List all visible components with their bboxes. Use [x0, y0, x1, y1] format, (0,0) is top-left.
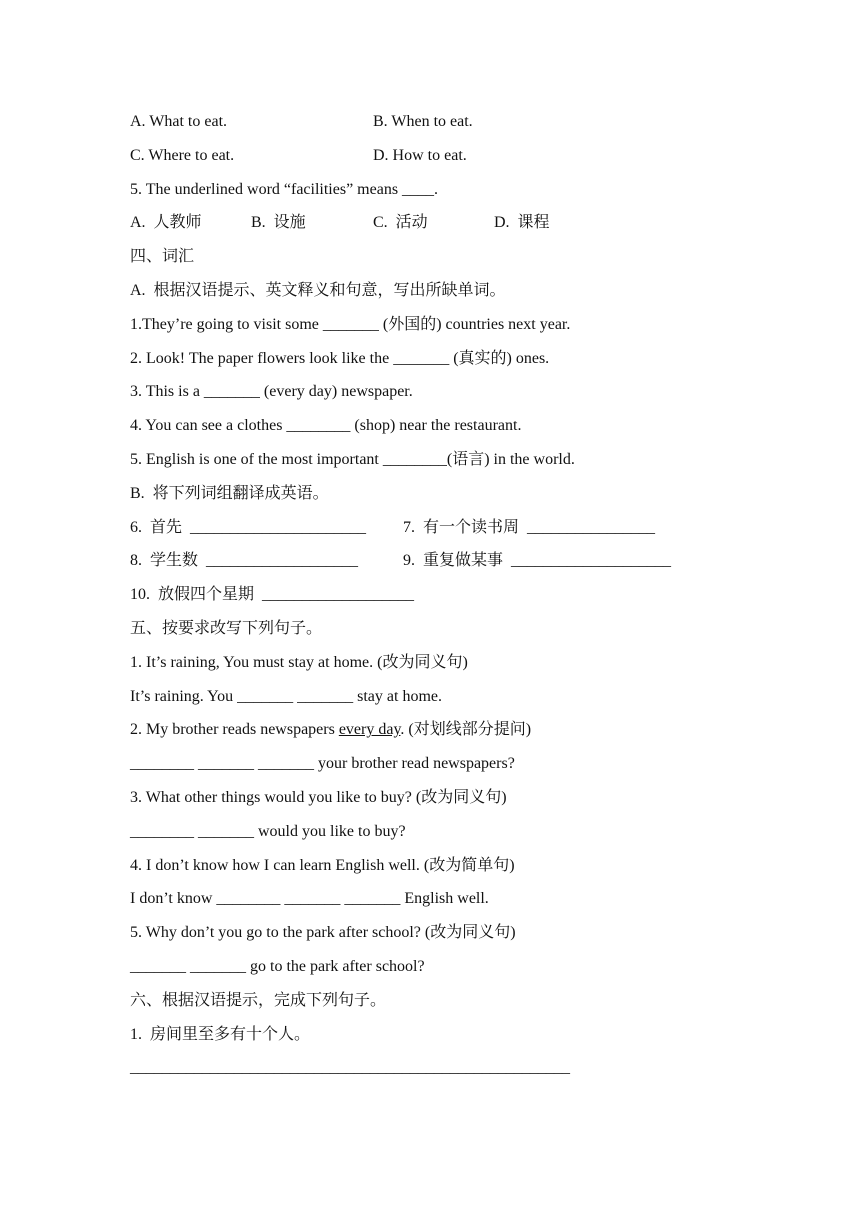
translate-row-3 [130, 583, 810, 617]
vocab-item-4: 4. You can see a clothes ________ (shop) near the restaurant. [130, 417, 522, 435]
q5-option-a: A. 人教师 [130, 214, 202, 232]
q4-options-row-2 [130, 144, 810, 178]
rewrite-question-1: 1. It’s raining, You must stay at home. (改为同义句) [130, 653, 468, 671]
q5-question: 5. The underlined word “facilities” means ____. [130, 180, 439, 198]
translate-item-7: 7. 有一个读书周 ________________ [403, 518, 656, 536]
rewrite-question-2 [130, 718, 810, 752]
option-d: D. How to eat. [373, 146, 467, 164]
translate-item-8: 8. 学生数 ___________________ [130, 552, 359, 570]
rewrite-question-4: 4. I don’t know how I can learn English well. (改为简单句) [130, 856, 515, 874]
vocab-item-3: 3. This is a _______ (every day) newspaper. [130, 383, 413, 401]
rewrite-question-5: 5. Why don’t you go to the park after school? (改为同义句) [130, 924, 516, 942]
q5-option-b: B. 设施 [251, 214, 306, 232]
rewrite-answer-4: I don’t know ________ _______ _______ English well. [130, 890, 489, 908]
q4-options-row-1 [130, 110, 810, 144]
rewrite-answer-1: It’s raining. You _______ _______ stay at home. [130, 687, 442, 705]
q2-text-after: . (对划线部分提问) [400, 721, 532, 739]
rewrite-answer-3: ________ _______ would you like to buy? [130, 822, 406, 840]
section-5-title: 五、按要求改写下列句子。 [130, 619, 323, 637]
translate-item-10: 10. 放假四个星期 ___________________ [130, 586, 415, 604]
worksheet-page [130, 110, 810, 1090]
q5-option-c: C. 活动 [373, 214, 428, 232]
vocab-item-5: 5. English is one of the most important ________(语言) in the world. [130, 450, 575, 468]
rewrite-answer-2: ________ _______ _______ your brother read newspapers? [130, 755, 515, 773]
q2-underlined-phrase: every day [338, 721, 401, 739]
translate-row-1 [130, 516, 810, 550]
q2-text-before: 2. My brother reads newspapers [130, 721, 339, 739]
option-c: C. Where to eat. [130, 146, 235, 164]
section-4b-title: B. 将下列词组翻译成英语。 [130, 484, 329, 502]
option-b: B. When to eat. [373, 113, 473, 130]
vocab-item-2: 2. Look! The paper flowers look like the _______ (真实的) ones. [130, 349, 550, 367]
translate-item-9: 9. 重复做某事 ____________________ [403, 552, 672, 570]
vocab-item-1: 1.They’re going to visit some _______ (外国的) countries next year. [130, 315, 571, 333]
translate-row-2 [130, 549, 810, 583]
translate-item-6: 6. 首先 ______________________ [130, 518, 367, 536]
q5-option-d: D. 课程 [494, 214, 550, 232]
translate-sentence-1: 1. 房间里至多有十个人。 [130, 1025, 311, 1043]
answer-line-1: _______________________________________________________ [130, 1059, 570, 1077]
option-a: A. What to eat. [130, 113, 228, 130]
rewrite-answer-5: _______ _______ go to the park after school? [130, 957, 425, 975]
section-6-title: 六、根据汉语提示，完成下列句子。 [130, 991, 387, 1009]
section-4a-title: A. 根据汉语提示、英文释义和句意，写出所缺单词。 [130, 281, 506, 299]
rewrite-question-3: 3. What other things would you like to buy? (改为同义句) [130, 788, 507, 806]
section-4-title: 四、词汇 [130, 248, 195, 266]
q5-options-row [130, 211, 810, 245]
